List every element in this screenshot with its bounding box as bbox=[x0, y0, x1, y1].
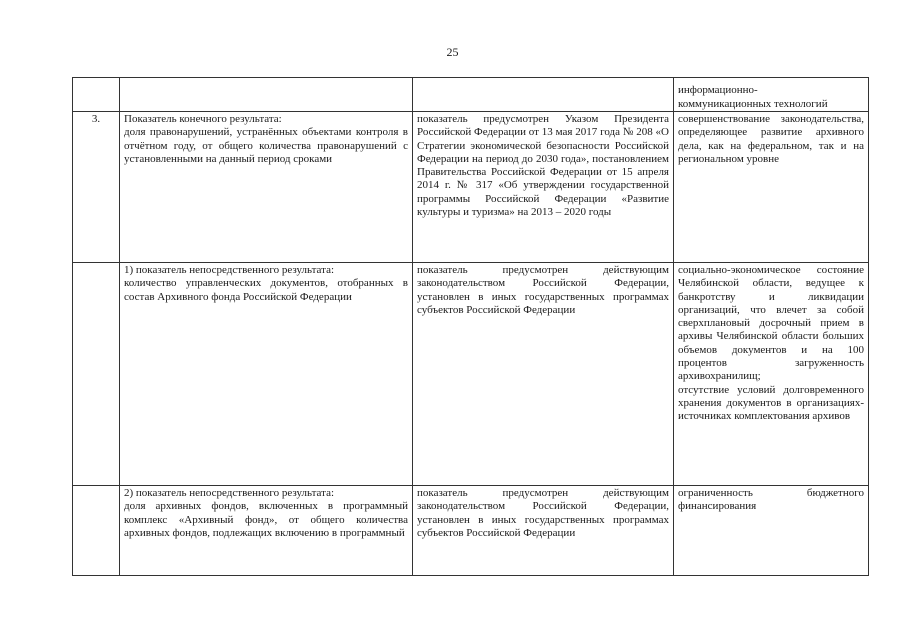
factor-text: совершенствование законодательства, определяющее развитие архивного дела, как на федеральном, так и на региональном уровне bbox=[678, 113, 864, 165]
factor-text: информационно- bbox=[678, 84, 758, 97]
document-text: показатель предусмотрен Указом Президента Российской Федерации от 13 мая 2017 года № 208 «О Стратегии экономической безопасности Российской Федерации на период до 2030 года», постановлением Правительства Российской Федерации от 15 апреля 2014 г. № 317 «Об утверждении государственной программы Российской Федерации «Развитие культуры и туризма» на 2013 – 2020 годы bbox=[417, 113, 669, 219]
cell-document bbox=[413, 263, 674, 486]
cell-factors bbox=[674, 112, 869, 263]
indicator-text: доля архивных фондов, включенных в программный комплекс «Архивный фонд», от общего количества архивных фондов, подлежащих включению в программный bbox=[124, 500, 408, 539]
page-number: 25 bbox=[446, 45, 459, 59]
factor-text: социально-экономическое состояние Челябинской области, ведущее к банкротству и ликвидации организаций, что влечет за собой сверхплановый досрочный прием в архивы Челябинской области больших объемов документов и на 100 процентов загруженность архивохранилищ; bbox=[678, 264, 864, 383]
table-row bbox=[73, 486, 869, 576]
document-text: показатель предусмотрен действующим законодательством Российской Федерации, установлен в иных государственных программах субъектов Российской Федерации bbox=[417, 487, 669, 539]
factor-text: коммуникационных технологий bbox=[678, 97, 828, 110]
cell-indicator bbox=[120, 78, 413, 112]
table-row bbox=[73, 78, 869, 112]
indicators-table bbox=[72, 77, 869, 576]
cell-factors bbox=[674, 78, 869, 112]
cell-indicator bbox=[120, 112, 413, 263]
cell-number bbox=[73, 263, 120, 486]
table-row bbox=[73, 112, 869, 263]
indicator-text: доля правонарушений, устранённых объектами контроля в отчётном году, от общего количества правонарушений с установленными на данный период сроками bbox=[124, 126, 408, 165]
cell-indicator bbox=[120, 486, 413, 576]
indicator-heading: Показатель конечного результата: bbox=[124, 113, 282, 125]
cell-document bbox=[413, 78, 674, 112]
indicator-heading: 1) показатель непосредственного результата: bbox=[124, 264, 335, 276]
cell-number: 3. bbox=[73, 112, 120, 263]
cell-document bbox=[413, 486, 674, 576]
cell-factors bbox=[674, 486, 869, 576]
indicator-heading: 2) показатель непосредственного результата: bbox=[124, 487, 335, 499]
cell-indicator bbox=[120, 263, 413, 486]
cell-number bbox=[73, 78, 120, 112]
indicator-text: количество управленческих документов, отобранных в состав Архивного фонда Российской Федерации bbox=[124, 277, 408, 303]
document-text: показатель предусмотрен действующим законодательством Российской Федерации, установлен в иных государственных программах субъектов Российской Федерации bbox=[417, 264, 669, 316]
cell-document bbox=[413, 112, 674, 263]
factor-text: ограниченность бюджетного финансирования bbox=[678, 487, 864, 513]
cell-number bbox=[73, 486, 120, 576]
factor-text: отсутствие условий долговременного хранения документов в организациях-источниках комплектования архивов bbox=[678, 383, 864, 423]
cell-factors bbox=[674, 263, 869, 486]
table-row bbox=[73, 263, 869, 486]
